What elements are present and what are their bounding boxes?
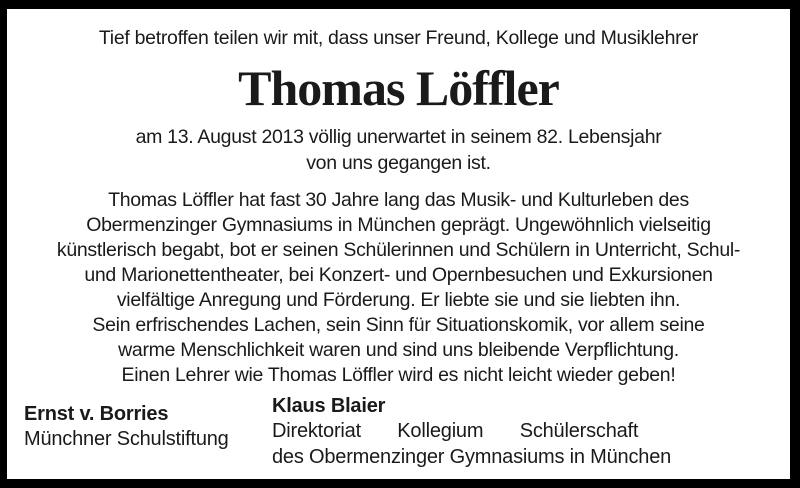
tribute-line: Einen Lehrer wie Thomas Löffler wird es nicht leicht wieder geben!: [121, 364, 676, 386]
intro-line: Tief betroffen teilen wir mit, dass unser Freund, Kollege und Musiklehrer: [98, 27, 699, 49]
signatory-roles: [272, 418, 671, 444]
tribute-line: vielfältige Anregung und Förderung. Er liebte sie und sie liebten ihn.: [116, 289, 681, 311]
death-info-line: am 13. August 2013 völlig unerwartet in seinem 82. Lebensjahr: [135, 126, 662, 148]
death-info-line: von uns gegangen ist.: [306, 152, 491, 174]
signatory-role: Schülerschaft: [519, 420, 639, 442]
signatory-name-left: Ernst v. Borries: [24, 403, 169, 425]
signature-block-left: [24, 394, 272, 470]
death-info: [7, 124, 790, 176]
signatory-organization-right: des Obermenzinger Gymnasiums in München: [272, 446, 672, 468]
tribute-line: künstlerisch begabt, bot er seinen Schülerinnen und Schülern in Unterricht, Schul-: [56, 239, 741, 261]
signature-block-right: [272, 394, 671, 470]
signatory-role: Direktoriat: [272, 420, 361, 442]
signatory-organization-left: Münchner Schulstiftung: [24, 428, 229, 450]
tribute-line: Sein erfrischendes Lachen, sein Sinn für Situationskomik, vor allem seine: [92, 314, 705, 336]
tribute-line: warme Menschlichkeit waren und sind uns bleibende Verpflichtung.: [118, 339, 679, 361]
tribute-line: und Marionettentheater, bei Konzert- und Opernbesuchen und Exkursionen: [84, 264, 713, 286]
tribute-line: Thomas Löffler hat fast 30 Jahre lang das Musik- und Kulturleben des: [108, 189, 689, 211]
obituary-notice: [7, 9, 790, 479]
signature-section: [7, 394, 790, 470]
tribute-line: Obermenzinger Gymnasiums in München geprägt. Ungewöhnlich vielseitig: [86, 214, 711, 236]
signatory-name-right: Klaus Blaier: [272, 395, 386, 417]
signatory-role: Kollegium: [397, 420, 484, 442]
deceased-name: Thomas Löffler: [238, 60, 559, 116]
tribute-paragraph: [7, 188, 790, 388]
